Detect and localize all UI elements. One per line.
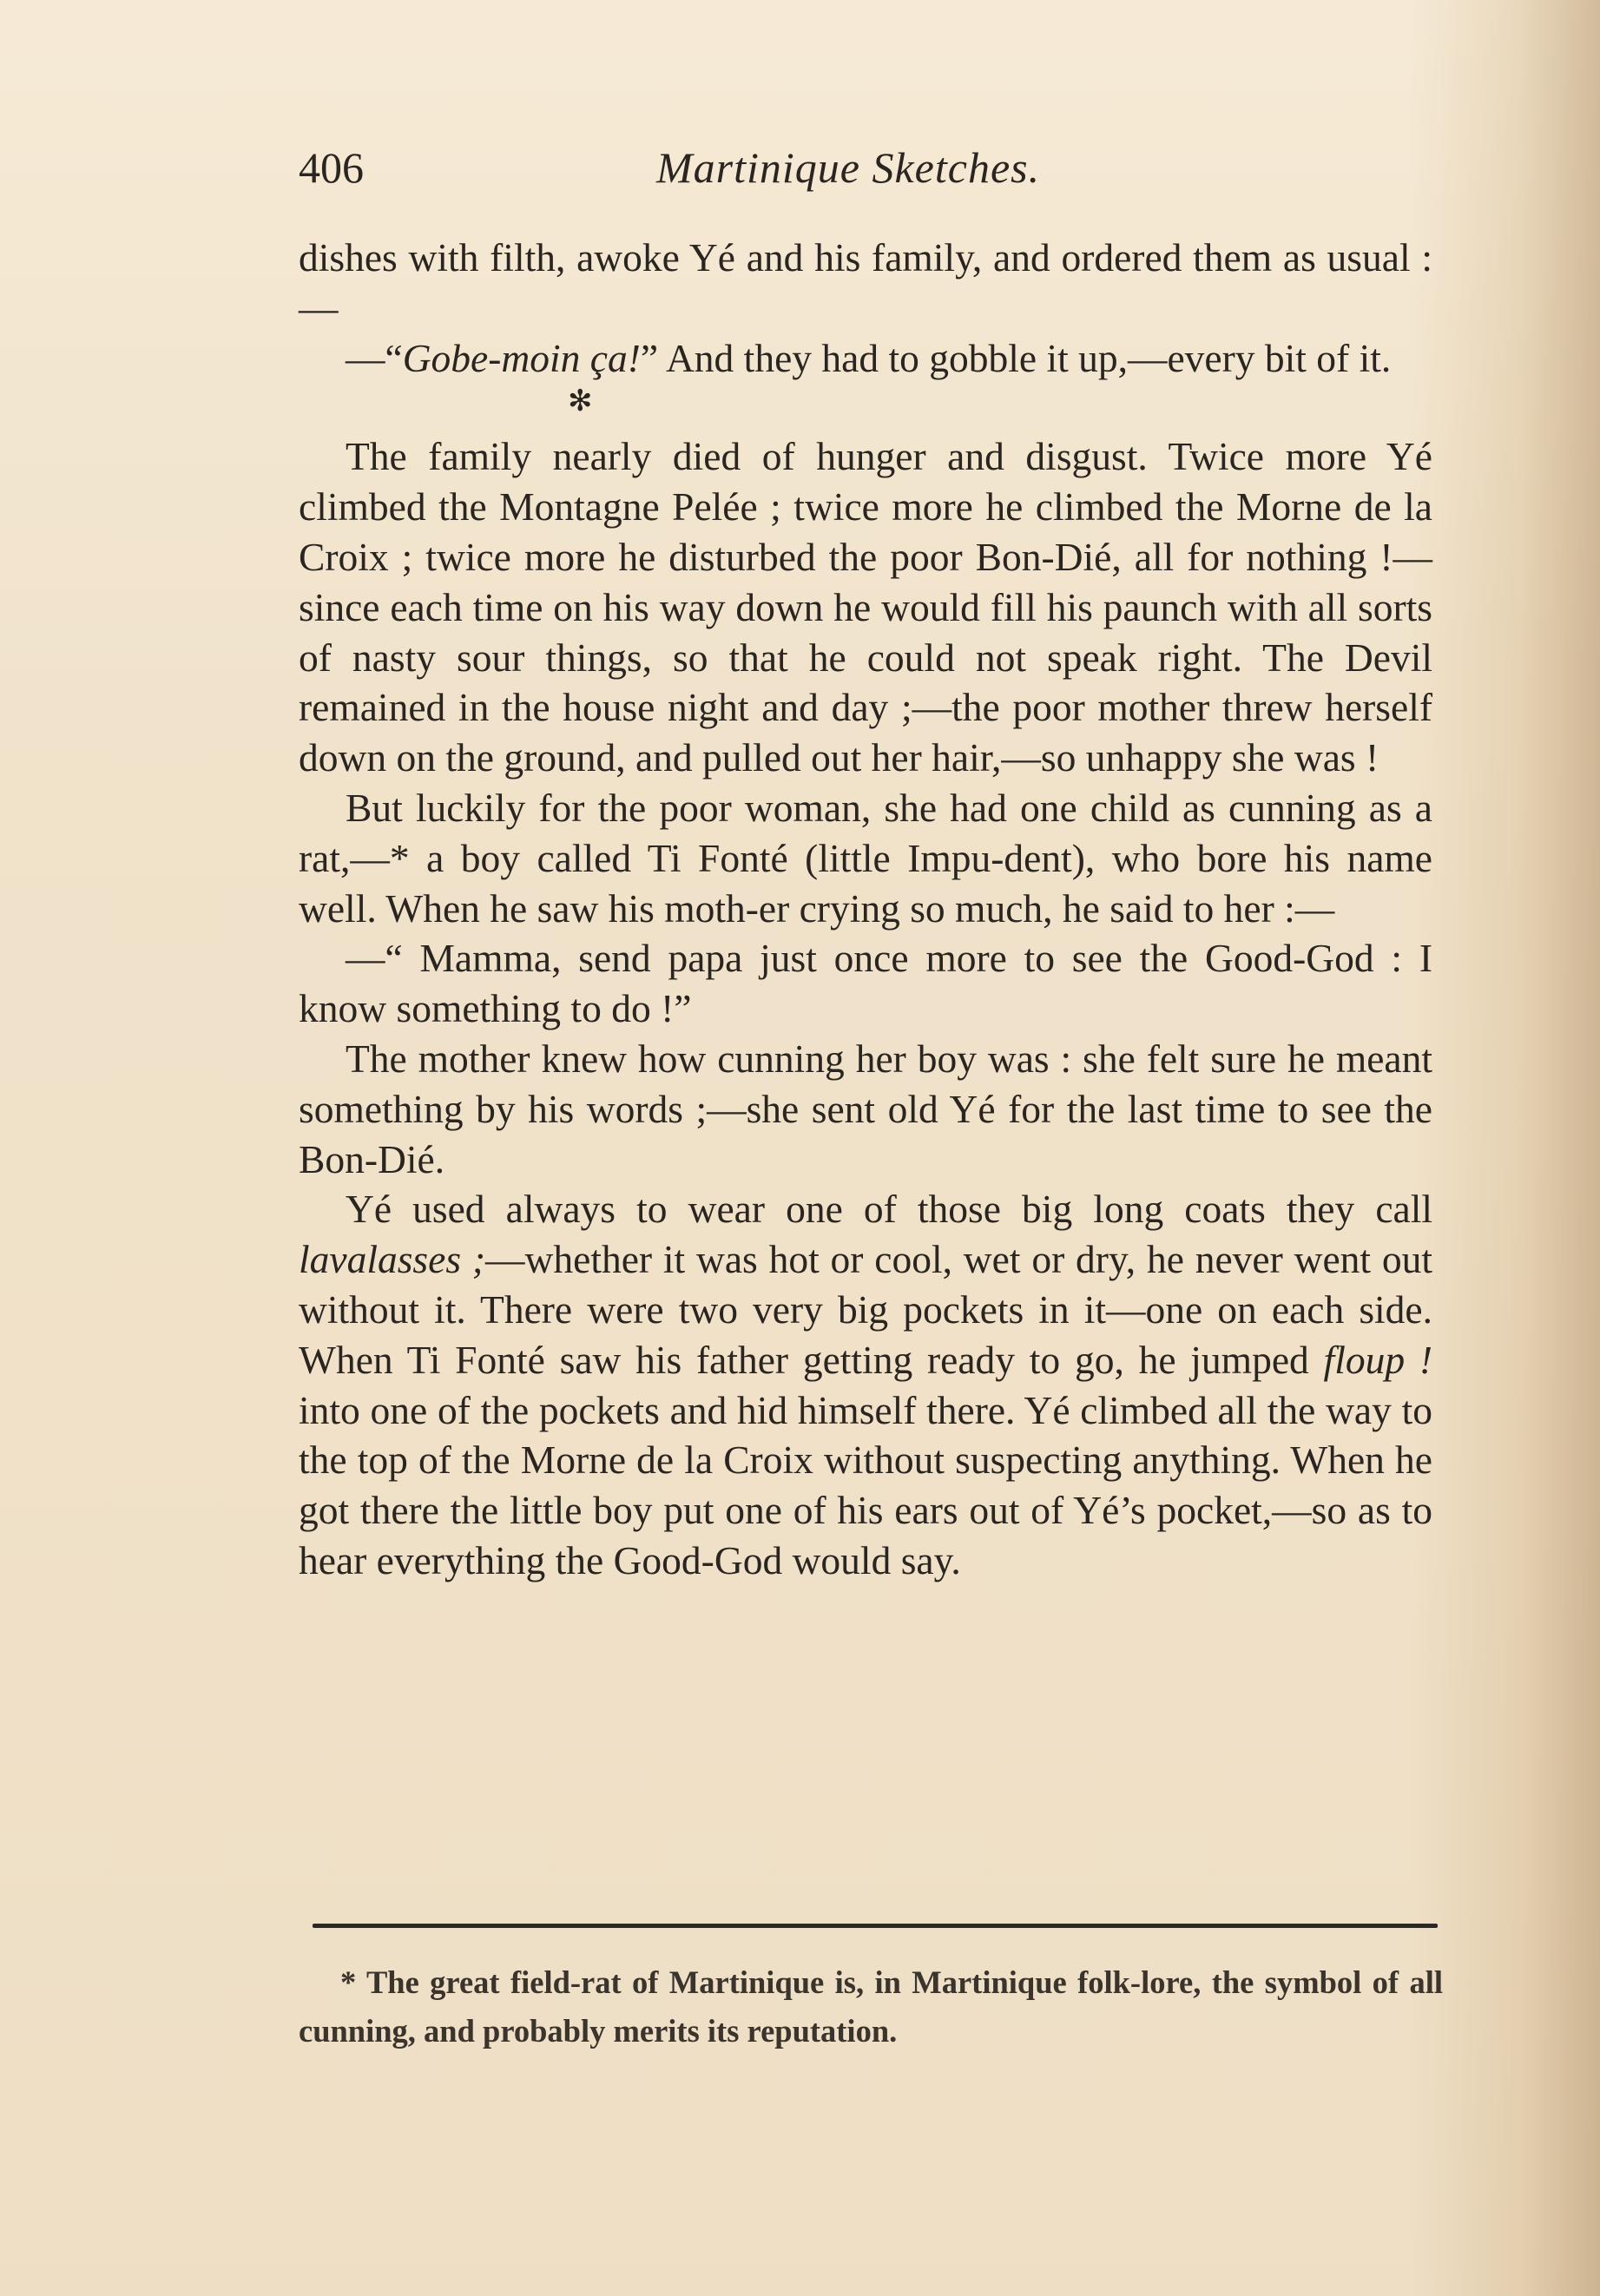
paragraph: But luckily for the poor woman, she had one child as cunning as a rat,—* a boy called Ti Fonté (little Impu-dent), who bore his name well. When he saw his moth-er crying so much, he said to her :— — [299, 785, 1432, 931]
paragraph: The mother knew how cunning her boy was : she felt sure he meant something by his words ;—she sent old Yé for the last time to see the Bon-Dié. — [299, 1036, 1432, 1181]
footnote: * The great field-rat of Martinique is, in Martinique folk-lore, the symbol of all cunning, and probably merits its reputation. — [299, 1964, 1443, 2049]
italic-term: floup ! — [1323, 1337, 1432, 1382]
paragraph: The family nearly died of hunger and disgust. Twice more Yé climbed the Montagne Pelée ; twice more he climbed the Morne de la Croix ; twice more he disturbed the poor Bon-Dié, all for nothing !—since each time on his way down he would fill his paunch with all sorts of nasty sour things, so that he could not speak right. The Devil remained in the house night and day ;—the poor mother threw herself down on the ground, and pulled out her hair,—so unhappy she was ! — [299, 434, 1432, 780]
paragraph: —“ Mamma, send papa just once more to see the Good-God : I know something to do !” — [299, 936, 1432, 1031]
page-header — [299, 137, 1427, 198]
italic-term: lavalasses ; — [299, 1237, 486, 1282]
page-number: 406 — [299, 143, 364, 192]
paragraph-dialogue — [299, 333, 1432, 384]
paragraph-continuation: dishes with filth, awoke Yé and his family, and ordered them as usual :— — [299, 235, 1432, 330]
paragraph-segment: —whether it was hot or cool, wet or dry, he never went out without it. There were two very big pockets in it—one on each side. When Ti Fonté saw his father getting ready to go, he jumped — [299, 1237, 1432, 1382]
paragraph — [299, 1184, 1432, 1585]
section-separator: ✻ — [568, 385, 593, 418]
body-text — [299, 233, 1432, 1586]
footnote-rule — [313, 1924, 1438, 1928]
dialogue-italic: Gobe-moin ça! — [402, 335, 641, 380]
running-title: Martinique Sketches. — [656, 143, 1041, 192]
dialogue-rest: ” And they had to gobble it up,—every bit of it. — [640, 335, 1392, 380]
paragraph-segment: into one of the pockets and hid himself there. Yé climbed all the way to the top of the Morne de la Croix without suspecting anything. When he got there the little boy put one of his ears out of Yé’s pocket,—so as to hear everything the Good-God would say. — [299, 1387, 1432, 1582]
dialogue-lead: —“ — [346, 335, 403, 380]
paragraph-segment: Yé used always to wear one of those big long coats they call — [346, 1187, 1432, 1232]
